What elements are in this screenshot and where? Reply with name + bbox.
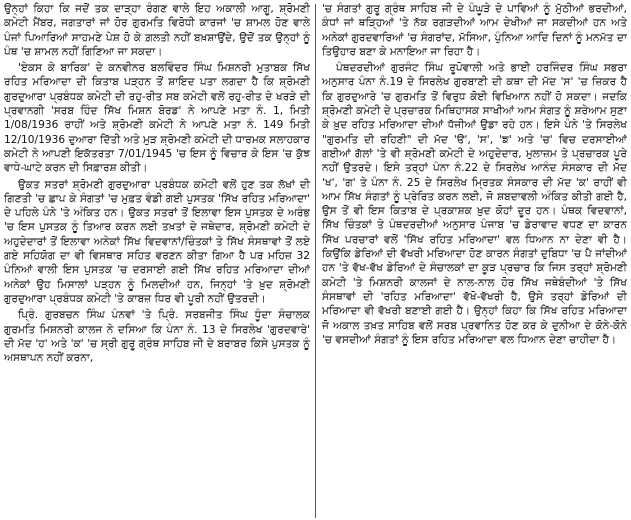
right-paragraph-2: ਪੰਥਦਰਦੀਆਂ ਗੁਰਜੰਟ ਸਿੰਘ ਰੂਪੋਵਾਲੀ ਅਤੇ ਭਾਈ ਹਰਜਿੰਦਰ ਸਿੰਘ ਸਭਰਾ ਅਨੁਸਾਰ ਪੰਨਾ ਨੰ.19 ਦੇ ਸਿਰਲੇਖ ਗੁਰਬਾਣੀ ਦੀ ਕਥਾ ਦੀ ਮੱਦ 'ਸ' 'ਚ ਜ਼ਿਕਰ ਹੈ ਕਿ ਗੁਰਦੁਆਰੇ 'ਚ ਗੁਰਮਤਿ ਤੋਂ ਵਿਰੁਧ ਕੋਈ ਵਿਖਿਆਨ ਨਹੀਂ ਹੋ ਸਕਦਾ। ਜਦਕਿ ਸ਼੍ਰੋਮਣੀ ਕਮੇਟੀ ਦੇ ਪ੍ਰਚਾਰਕ ਮਿਥਿਹਾਸਕ ਸਾਖੀਆਂ ਆਮ ਸੰਗਤ ਨੂੰ ਸ਼ਰੇਆਮ ਸੁਣਾ ਕੇ ਖ਼ੁਦ ਰਹਿਤ ਮਰਿਆਦਾ ਦੀਆਂ ਧੱਜੀਆਂ ਉਡਾ ਰਹੇ ਹਨ। ਇਸੇ ਪੰਨੇ 'ਤੇ ਸਿਰਲੇਖ "ਗੁਰਮਤਿ ਦੀ ਰਹਿਣੀ" ਦੀ ਮੱਦ 'ੳ', 'ਸ', 'ਙ' ਅਤੇ 'ਚ' ਵਿਚ ਦਰਸਾਈਆਂ ਗਈਆਂ ਗੱਲਾਂ 'ਤੇ ਵੀ ਸ਼੍ਰੋਮਣੀ ਕਮੇਟੀ ਦੇ ਅਹੁਦੇਦਾਰ, ਮੁਲਾਜ਼ਮ ਤੇ ਪ੍ਰਚਾਰਕ ਪੂਰੇ ਨਹੀਂ ਉਤਰਦੇ। ਇਸੇ ਤਰ੍ਹਾਂ ਪੰਨਾ ਨੰ.22 ਦੇ ਸਿਰਲੇਖ ਆਨੰਦ ਸੰਸਕਾਰ ਦੀ ਮੱਦ 'ਖ', 'ਗ' ਤੇ ਪੰਨਾ ਨੰ. 25 ਦੇ ਸਿਰਲੇਖ ਮ੍ਰਿਤਕ ਸੰਸਕਾਰ ਦੀ ਮੱਦ 'ਕ' ਰਾਹੀਂ ਵੀ ਆਮ ਸਿੱਖ ਸੰਗਤਾਂ ਨੂੰ ਪ੍ਰੇਰਿਤ ਕਰਨ ਲਈ, ਜੋ ਸ਼ਬਦਾਵਲੀ ਅੰਕਿਤ ਕੀਤੀ ਗਈ ਹੈ, ਉਸ ਤੋਂ ਵੀ ਇਸ ਕਿਤਾਬ ਦੇ ਪ੍ਰਕਾਸ਼ਕ ਖ਼ੁਦ ਕੋਹਾਂ ਦੂਰ ਹਨ। ਪੰਥਕ ਵਿਦਵਾਨਾਂ, ਸਿੱਖ ਚਿੰਤਕਾਂ ਤੇ ਪੰਥਦਰਦੀਆਂ ਅਨੁਸਾਰ ਪੰਜਾਬ 'ਚ ਡੇਰਾਵਾਦ ਵਧਣ ਦਾ ਕਾਰਨ ਸਿੱਖ ਪਰਚਾਰਾਂ ਵਲੋਂ 'ਸਿੱਖ ਰਹਿਤ ਮਰਿਆਦਾ' ਵਲ ਧਿਆਨ ਨਾ ਦੇਣਾ ਵੀ ਹੈ। ਕਿਉਂਕਿ ਡੇਰਿਆਂ ਦੀ ਵੱਖਰੀ ਮਰਿਆਦਾ ਹੋਣ ਕਾਰਨ ਸੰਗਤਾਂ ਦੁਬਿਧਾ 'ਚ ਪੈ ਜਾਂਦੀਆਂ ਹਨ 'ਤੇ ਵੱਖ-ਵੱਖ ਡੇਰਿਆਂ ਦੇ ਸੰਚਾਲਕਾਂ ਦਾ ਕੂੜ ਪ੍ਰਚਾਰ ਕਿ ਜਿਸ ਤਰ੍ਹਾਂ ਸ਼੍ਰੋਮਣੀ ਕਮੇਟੀ 'ਤੇ ਮਿਸ਼ਨਰੀ ਕਾਲਜਾਂ ਦੇ ਨਾਲ-ਨਾਲ ਹੋਰ ਸਿੱਖ ਜਥੇਬੰਦੀਆਂ 'ਤੇ ਸਿੱਖ ਸੰਸਥਾਵਾਂ ਦੀ 'ਰਹਿਤ ਮਰਿਆਦਾ' ਵੱਖੋ-ਵੱਖਰੀ ਹੈ, ਉਸੇ ਤਰ੍ਹਾਂ ਡੇਰਿਆਂ ਦੀ ਮਰਿਆਦਾ ਵੀ ਵੱਖਰੀ ਬਣਾਈ ਗਈ ਹੈ। ਉਨ੍ਹਾਂ ਕਿਹਾ ਕਿ ਸਿੱਖ ਰਹਿਤ ਮਰਿਆਦਾ ਜੋ ਅਕਾਲ ਤਖ਼ਤ ਸਾਹਿਬ ਵਲੋਂ ਸਰਬ ਪ੍ਰਵਾਨਿਤ ਹੋਣ ਕਰ ਕੇ ਦੁਨੀਆ ਦੇ ਕੋਨੇ-ਕੋਨੇ 'ਚ ਵਸਦੀਆਂ ਸੰਗਤਾਂ ਨੂੰ ਇਸ ਰਹਿਤ ਮਰਿਆਦਾ ਵਲ ਧਿਆਨ ਦੇਣਾ ਚਾਹੀਦਾ ਹੈ। (322, 62, 627, 346)
right-paragraph-1: 'ਚ ਸੰਗਤਾਂ ਗੁਰੂ ਗ੍ਰੰਥ ਸਾਹਿਬ ਜੀ ਦੇ ਪੰਘੂੜੇ ਦੇ ਪਾਵਿਆਂ ਨੂੰ ਮੁੱਠੀਆਂ ਭਰਦੀਆਂ, ਕੰਧਾਂ ਜਾਂ ਥੜ੍ਹਿਆਂ 'ਤੇ ਨੱਕ ਰਗੜਦੀਆਂ ਆਮ ਦੇਖੀਆਂ ਜਾ ਸਕਦੀਆਂ ਹਨ ਅਤੇ ਅਨੇਕਾਂ ਗੁਰਦਵਾਰਿਆਂ 'ਚ ਸੰਗਰਾਂਦ, ਮੱਸਿਆ, ਪੁੰਨਿਆ ਆਦਿ ਦਿਨਾਂ ਨੂੰ ਮਨਮੱਤ ਦਾ ਤਿਉਹਾਰ ਬਣਾ ਕੇ ਮਨਾਇਆ ਜਾ ਰਿਹਾ ਹੈ। (322, 3, 627, 58)
left-paragraph-2: 'ਏਕਸ ਕੇ ਬਾਰਿਕ' ਦੇ ਕਨਵੀਨਰ ਬਲਵਿੰਦਰ ਸਿੰਘ ਮਿਸ਼ਨਰੀ ਮੁਤਾਬਕ ਸਿੱਖ ਰਹਿਤ ਮਰਿਆਦਾ ਦੀ ਕਿਤਾਬ ਪੜ੍ਹਨ ਤੋਂ ਸ਼ਾਇਦ ਪਤਾ ਲਗਦਾ ਹੈ ਕਿ ਸ਼੍ਰੋਮਣੀ ਗੁਰਦੁਆਰਾ ਪ੍ਰਬੰਧਕ ਕਮੇਟੀ ਦੀ ਰਹੁ-ਰੀਤ ਸਬ ਕਮੇਟੀ ਵਲੋਂ ਰਹੁ-ਰੀਤ ਦੇ ਖਰੜੇ ਦੀ ਪ੍ਰਵਾਨਗੀ 'ਸਰਬ ਹਿੰਦ ਸਿੱਖ ਮਿਸ਼ਨ ਬੋਰਡ' ਨੇ ਆਪਣੇ ਮਤਾ ਨੰ. 1, ਮਿਤੀ 1/08/1936 ਰਾਹੀਂ ਅਤੇ ਸ਼੍ਰੋਮਣੀ ਕਮੇਟੀ ਨੇ ਆਪਣੇ ਮਤਾ ਨੰ. 149 ਮਿਤੀ 12/10/1936 ਦੁਆਰਾ ਦਿੱਤੀ ਅਤੇ ਮੁੜ ਸ਼੍ਰੋਮਣੀ ਕਮੇਟੀ ਦੀ ਧਾਰਮਕ ਸਲਾਹਕਾਰ ਕਮੇਟੀ ਨੇ ਆਪਣੀ ਇਕੱਤਰਤਾ 7/01/1945 'ਚ ਇਸ ਨੂੰ ਵਿਚਾਰ ਕੇ ਇਸ 'ਚ ਕੁੱਝ ਵਾਧੇ-ਘਾਟੇ ਕਰਨ ਦੀ ਸਿਫ਼ਾਰਸ਼ ਕੀਤੀ। (4, 62, 310, 175)
left-column (4, 2, 315, 520)
right-column (316, 2, 627, 520)
left-paragraph-1: ਉਨ੍ਹਾਂ ਕਿਹਾ ਕਿ ਜਦੋਂ ਤਕ ਦਾੜ੍ਹਾ ਰੰਗਣ ਵਾਲੇ ਇਹ ਅਕਾਲੀ ਆਗੂ, ਸ਼੍ਰੋਮਣੀ ਕਮੇਟੀ ਮੈਂਬਰ, ਜਗਤਾਰਾਂ ਜਾਂ ਹੋਰ ਗੁਰਮਤਿ ਵਿਰੋਧੀ ਕਾਰਜਾਂ 'ਚ ਸ਼ਾਮਲ ਹੋਣ ਵਾਲੇ ਪੰਜਾਂ ਪਿਆਰਿਆਂ ਸਾਹਮਣੇ ਪੇਸ਼ ਹੋ ਕੇ ਗ਼ਲਤੀ ਨਹੀਂ ਬਖ਼ਸ਼ਾਉਂਦੇ, ਉਦੋਂ ਤਕ ਉਨ੍ਹਾਂ ਨੂੰ ਪੰਥ 'ਚ ਸ਼ਾਮਲ ਨਹੀਂ ਗਿਣਿਆ ਜਾ ਸਕਦਾ। (4, 3, 310, 58)
left-paragraph-4: ਪ੍ਰਿੰ. ਗੁਰਬਚਨ ਸਿੰਘ ਪੰਨਵਾਂ 'ਤੇ ਪ੍ਰਿੰ. ਸਰਬਜੀਤ ਸਿੰਘ ਧੂੰਦਾ ਸੰਚਾਲਕ ਗੁਰਮਤਿ ਮਿਸ਼ਨਰੀ ਕਾਲਜ ਨੇ ਦਸਿਆ ਕਿ ਪੰਨਾ ਨੰ. 13 ਦੇ ਸਿਰਲੇਖ 'ਗੁਰਦਵਾਰੇ' ਦੀ ਮੱਦ 'ਹ' ਅਤੇ 'ਕ' 'ਚ ਸ੍ਰੀ ਗੁਰੂ ਗ੍ਰੰਥ ਸਾਹਿਬ ਜੀ ਦੇ ਬਰਾਬਰ ਕਿਸੇ ਪੁਸਤਕ ਨੂੰ ਅਸਥਾਪਨ ਨਹੀਂ ਕਰਨਾ, (4, 309, 310, 365)
left-paragraph-3: ਉਕਤ ਸਤਰਾਂ ਸ਼੍ਰੋਮਣੀ ਗੁਰਦੁਆਰਾ ਪ੍ਰਬੰਧਕ ਕਮੇਟੀ ਵਲੋਂ ਹੁਣ ਤਕ ਲੱਖਾਂ ਦੀ ਗਿਣਤੀ 'ਚ ਛਾਪ ਕੇ ਸੰਗਤਾਂ 'ਚ ਮੁਫ਼ਤ ਵੰਡੀ ਗਈ ਪੁਸਤਕ 'ਸਿੱਖ ਰਹਿਤ ਮਰਿਆਦਾ' ਦੇ ਪਹਿਲੇ ਪੰਨੇ 'ਤੇ ਅੰਕਿਤ ਹਨ। ਉਕਤ ਸਤਰਾਂ ਤੋਂ ਇਲਾਵਾ ਇਸ ਪੁਸਤਕ ਦੇ ਅਰੰਭ 'ਚ ਇਸ ਪੁਸਤਕ ਨੂੰ ਤਿਆਰ ਕਰਨ ਲਈ ਤਖ਼ਤਾਂ ਦੇ ਜਥੇਦਾਰ, ਸ਼੍ਰੋਮਣੀ ਕਮੇਟੀ ਦੇ ਅਹੁਦੇਦਾਰਾਂ ਤੋਂ ਇਲਾਵਾ ਅਨੇਕਾਂ ਸਿੱਖ ਵਿਦਵਾਨਾਂ/ਚਿੰਤਕਾਂ ਤੇ ਸਿੱਖ ਸੰਸਥਾਵਾਂ ਤੋਂ ਲਏ ਗਏ ਸਹਿਯੋਗ ਦਾ ਵੀ ਵਿਸਥਾਰ ਸਹਿਤ ਵਰਣਨ ਕੀਤਾ ਗਿਆ ਹੈ ਪਰ ਮਹਿਜ਼ 32 ਪੰਨਿਆਂ ਵਾਲੀ ਇਸ ਪੁਸਤਕ 'ਚ ਦਰਸਾਈ ਗਈ ਸਿੱਖ ਰਹਿਤ ਮਰਿਆਦਾ ਦੀਆਂ ਅਨੇਕਾਂ ਉਹ ਮਿਸਾਲਾਂ ਪੜ੍ਹਨ ਨੂੰ ਮਿਲਦੀਆਂ ਹਨ, ਜਿਨ੍ਹਾਂ 'ਤੇ ਖ਼ੁਦ ਸ਼੍ਰੋਮਣੀ ਗੁਰਦੁਆਰਾ ਪ੍ਰਬੰਧਕ ਕਮੇਟੀ 'ਤੇ ਕਾਬਜ਼ ਧਿਰ ਵੀ ਪੂਰੀ ਨਹੀਂ ਉਤਰਦੀ। (4, 178, 310, 305)
